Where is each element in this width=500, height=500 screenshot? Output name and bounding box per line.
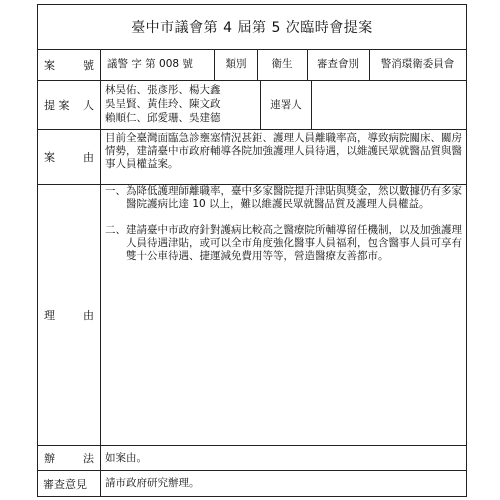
method-label-a: 辦 [44, 452, 55, 465]
reason-item [105, 224, 462, 263]
page-title: 臺中市議會第 4 屆第 5 次臨時會提案 [38, 5, 466, 50]
reason-row [38, 185, 466, 446]
doc-number: 議警 字 第 008 號 [101, 49, 215, 80]
method-label-b: 法 [83, 452, 94, 465]
category-label: 類別 [215, 49, 258, 80]
proposer-label [38, 81, 101, 129]
proposal-form [37, 4, 467, 497]
proposer-content [101, 81, 466, 129]
reason-label [38, 185, 101, 445]
method-label [38, 446, 101, 470]
proposer-line: 賴順仁、邱愛珊、吳建德 [105, 112, 221, 124]
case-number-label-b: 號 [83, 58, 94, 72]
subject-label-b: 由 [83, 151, 94, 164]
case-number-label [38, 49, 101, 80]
reason-item-text: 為降低護理師離職率，臺中多家醫院提升津貼與獎金，然以數據仍有多家醫院護病比達 10 以上，難以維護民眾就醫品質及護理人員權益。 [126, 185, 462, 210]
subject-label-a: 案 [44, 151, 55, 164]
review-committee-label: 審查會別 [307, 49, 370, 80]
proposer-list [101, 81, 261, 129]
review-committee-value: 警消環衛委員會 [380, 58, 455, 70]
method-text: 如案由。 [105, 451, 147, 464]
category-value: 衛生 [257, 49, 308, 80]
reason-item-text: 建請臺中市政府針對護病比較高之醫療院所輔導留任機制，以及加強護理人員待遇津貼，或可以全市角度強化醫事人員福利，包含醫事人員可享有雙十公車待遇、捷運減免費用等等，營造醫療友善都市。 [126, 224, 462, 262]
case-number-label-a: 案 [44, 58, 55, 72]
review-opinion-text: 請市政府研究辦理。 [105, 477, 200, 489]
case-number-content [101, 49, 466, 80]
subject-label [38, 130, 101, 184]
case-number-row [38, 49, 466, 81]
cosigner-label: 連署人 [261, 81, 312, 129]
reason-item [105, 185, 462, 211]
proposer-label-a: 提 案 [44, 99, 70, 112]
proposer-label-b: 人 [83, 99, 94, 112]
review-opinion-row [38, 471, 466, 496]
reason-item-number: 二、 [105, 224, 126, 236]
subject-row [38, 130, 466, 185]
reason-label-b: 由 [83, 309, 94, 322]
subject-text: 目前全臺灣面臨急診壅塞情況甚鉅、護理人員離職率高，導致病院關床、關房情勢，建請臺中市政府輔導各院加強護理人員待遇，以維護民眾就醫品質與醫事人員權益案。 [105, 132, 462, 170]
proposer-line: 林昊佑、張彥彤、楊大鑫 [105, 84, 221, 96]
reason-item-number: 一、 [105, 185, 126, 197]
proposer-row [38, 81, 466, 130]
proposer-line: 吳呈賢、黃佳玲、陳文政 [105, 98, 221, 110]
review-opinion-label: 審查意見 [38, 471, 101, 496]
reason-content [101, 185, 466, 445]
method-row [38, 446, 466, 471]
cosigner-value [311, 81, 466, 129]
reason-label-a: 理 [44, 309, 55, 322]
